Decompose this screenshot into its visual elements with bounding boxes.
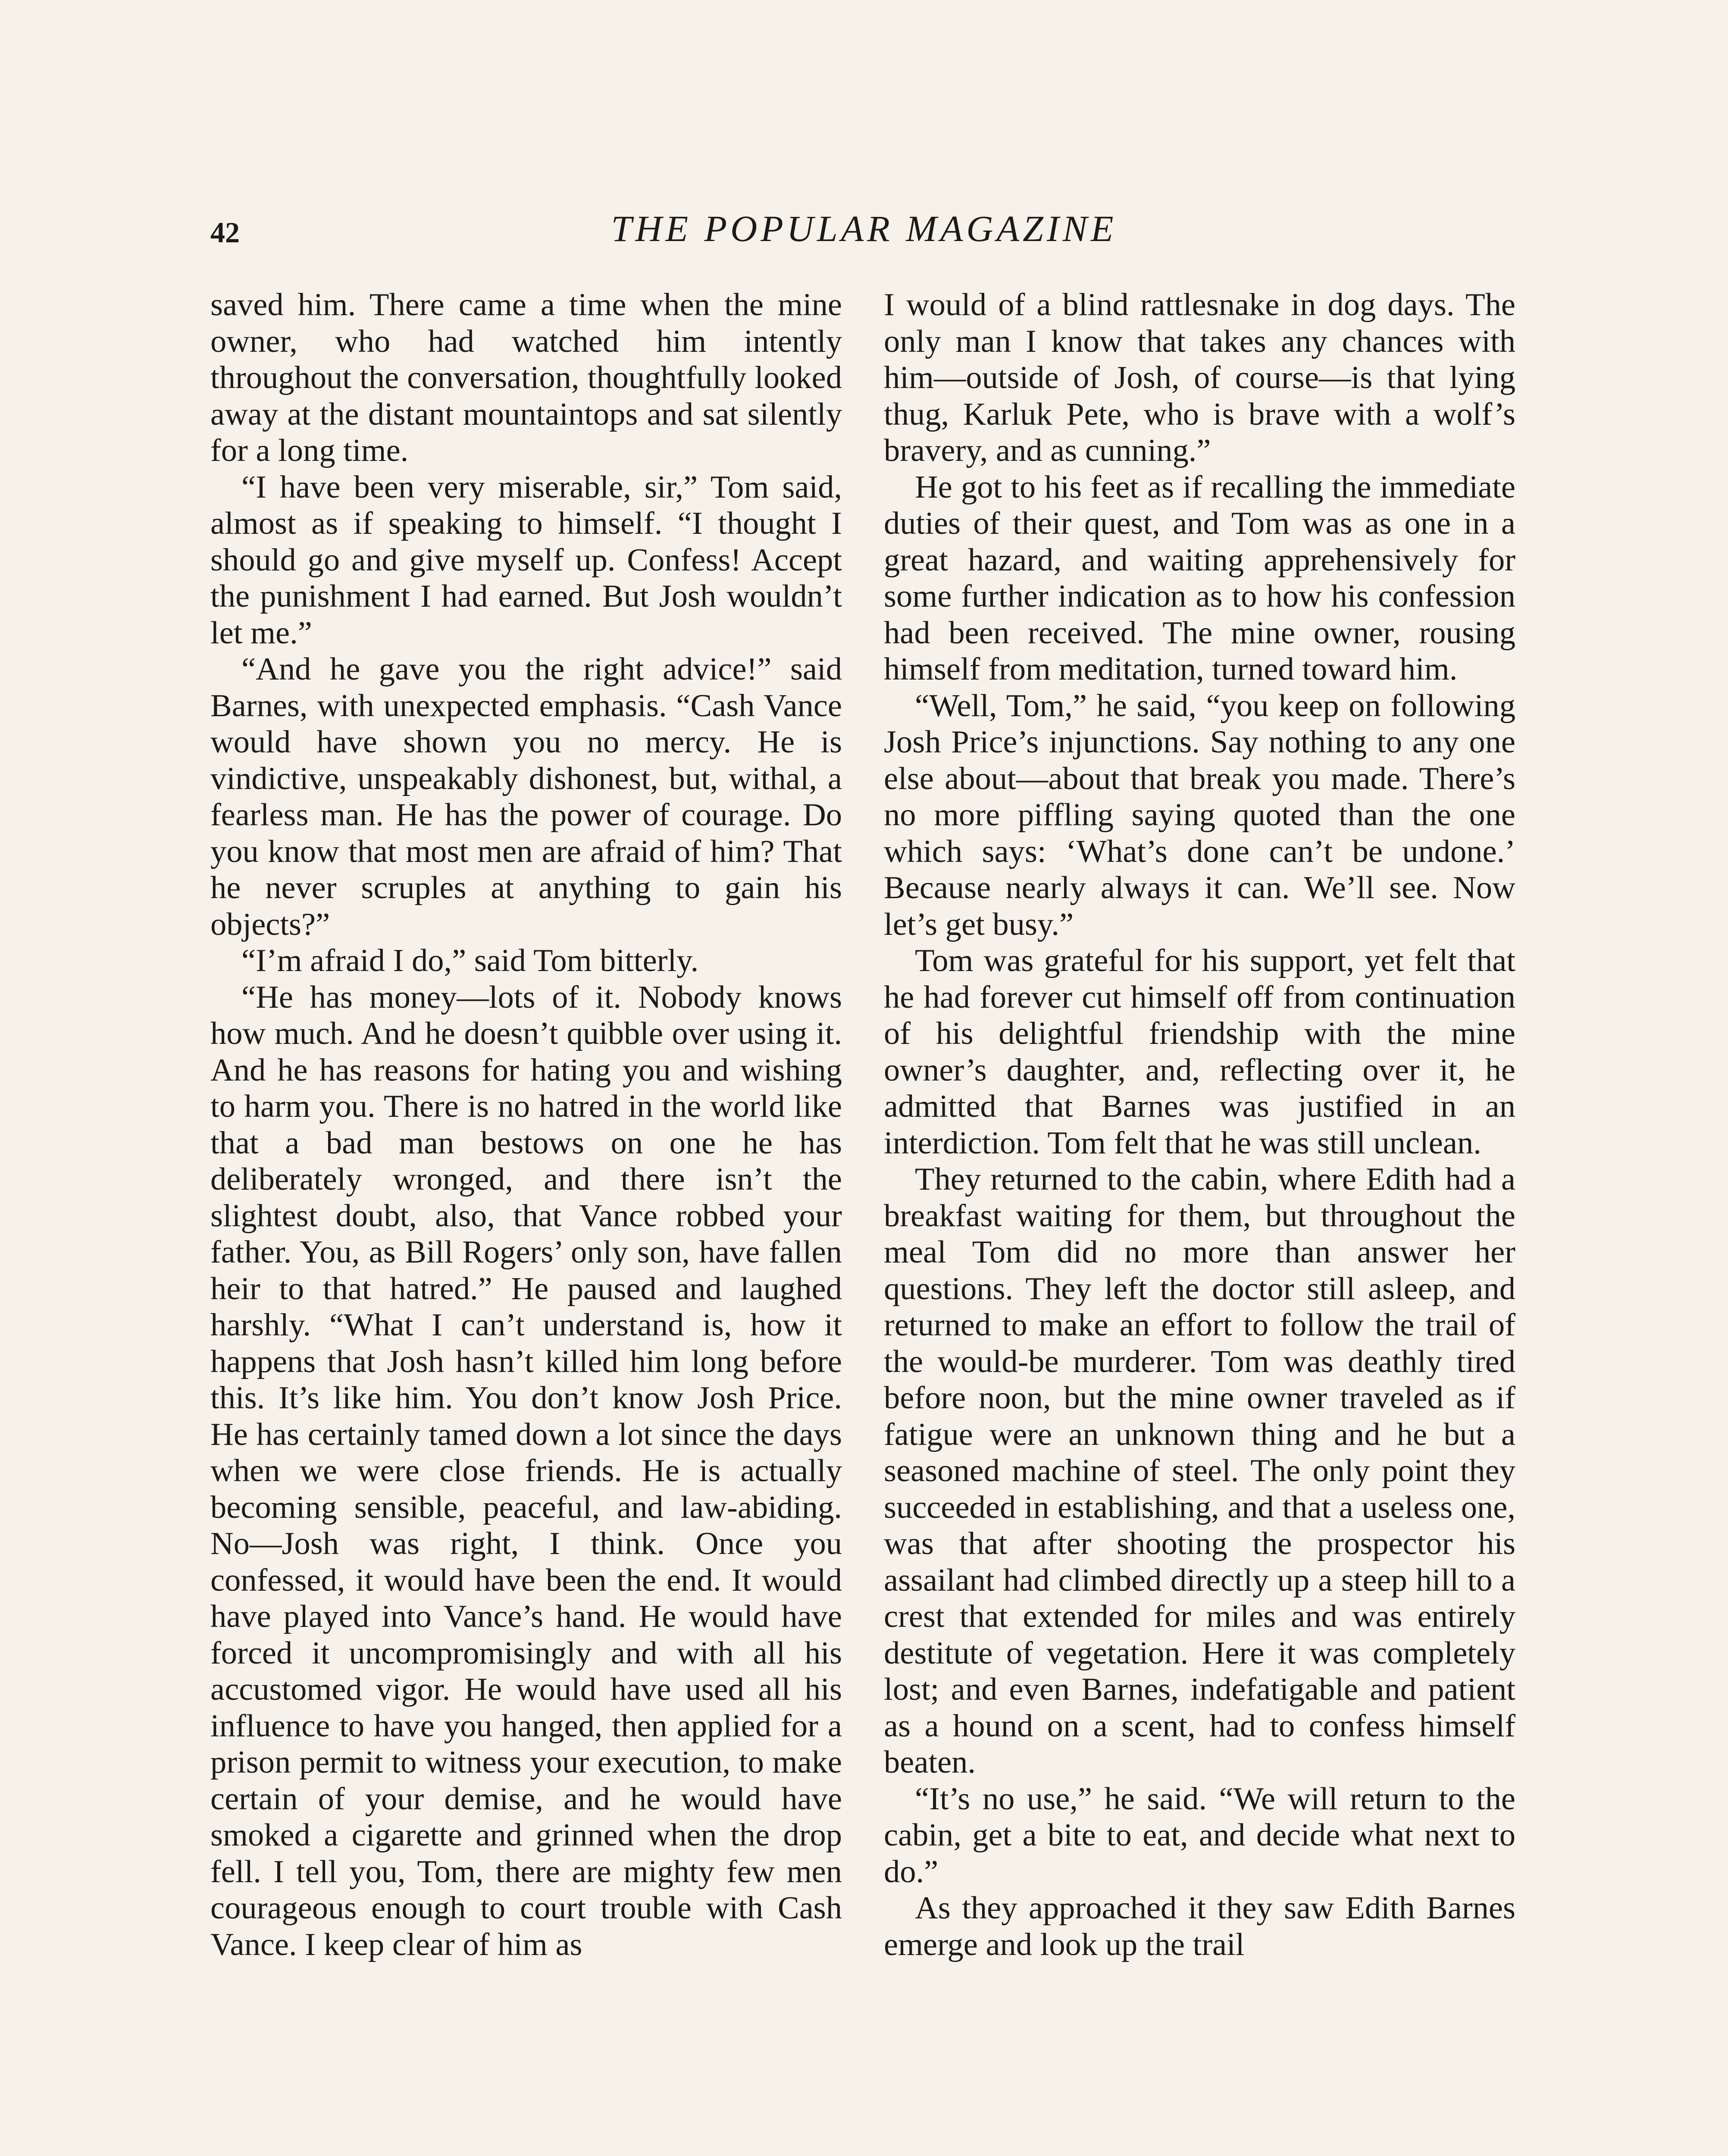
- paragraph: As they approached it they saw Edith Barnes emerge and look up the trail: [884, 1890, 1515, 1962]
- paragraph: “I’m afraid I do,” said Tom bitterly.: [241, 943, 699, 978]
- page-number: 42: [210, 216, 240, 249]
- paragraph: “I have been very miserable, sir,” Tom said, almost as if speaking to himself. “I thought I should go and give myself up. Confess! Accept the punishment I had earned. But Josh wouldn’t let me.”: [210, 469, 842, 651]
- paragraph: Tom was grateful for his support, yet felt that he had forever cut himself off from continuation of his delightful friendship with the mine owner’s daughter, and, reflecting over it, he admitted that Barnes was justified in an interdiction. Tom felt that he was still unclean.: [884, 943, 1515, 1161]
- paragraph: “Well, Tom,” he said, “you keep on following Josh Price’s injunctions. Say nothing to any one else about—about that break you made. There’s no more piffling saying quoted than the one which says: ‘What’s done can’t be undone.’ Because nearly always it can. We’ll see. Now let’s get busy.”: [884, 688, 1515, 942]
- paragraph: “And he gave you the right advice!” said Barnes, with unexpected emphasis. “Cash Vance would have shown you no mercy. He is vindictive, unspeakably dishonest, but, withal, a fearless man. He has the power of courage. Do you know that most men are afraid of him? That he never scruples at anything to gain his objects?”: [210, 652, 842, 942]
- paragraph: “He has money—lots of it. Nobody knows how much. And he doesn’t quibble over using it. And he has reasons for hating you and wishing to harm you. There is no hatred in the world like that a bad man bestows on one he has deliberately wronged, and there isn’t the slightest doubt, also, that Vance robbed your father. You, as Bill Rogers’ only son, have fallen heir to that hatred.” He paused and laughed harshly. “What I can’t understand is, how it happens that Josh hasn’t killed him long before this. It’s like him. You don’t know Josh Price. He has certainly tamed down a lot since the days when we were close friends. He is actually becoming sensible, peaceful, and law-abiding. No—Josh was right, I think. Once you confessed, it would have been the end. It would have played into Vance’s hand. He would have forced it uncompromisingly and with all his accustomed vigor. He would have used all his influence to have you hanged, then applied for a prison permit to witness your execution, to make certain of your demise, and he would have smoked a cigarette and grinned when the drop fell. I tell you, Tom, there are mighty few men courageous enough to court trouble with Cash Vance. I keep clear of him as: [210, 979, 842, 1962]
- paragraph: saved him. There came a time when the mine owner, who had watched him intently throughout the conversation, thoughtfully looked away at the distant mountaintops and sat silently for a long time.: [210, 287, 842, 468]
- running-head: THE POPULAR MAGAZINE: [611, 208, 1117, 249]
- paragraph: “It’s no use,” he said. “We will return to the cabin, get a bite to eat, and decide what next to do.”: [884, 1781, 1515, 1890]
- paragraph: I would of a blind rattlesnake in dog days. The only man I know that takes any chances with him—outside of Josh, of course—is that lying thug, Karluk Pete, who is brave with a wolf’s bravery, and as cunning.”: [884, 287, 1515, 468]
- left-column: [210, 287, 842, 1963]
- paragraph: He got to his feet as if recalling the immediate duties of their quest, and Tom was as one in a great hazard, and waiting apprehensively for some further indication as to how his confession had been received. The mine owner, rousing himself from meditation, turned toward him.: [884, 469, 1515, 687]
- paragraph: They returned to the cabin, where Edith had a breakfast waiting for them, but throughout the meal Tom did no more than answer her questions. They left the doctor still asleep, and returned to make an effort to follow the trail of the would-be murderer. Tom was deathly tired before noon, but the mine owner traveled as if fatigue were an unknown thing and he but a seasoned machine of steel. The only point they succeeded in establishing, and that a useless one, was that after shooting the prospector his assailant had climbed directly up a steep hill to a crest that extended for miles and was entirely destitute of vegetation. Here it was completely lost; and even Barnes, indefatigable and patient as a hound on a scent, had to confess himself beaten.: [884, 1162, 1515, 1780]
- right-column: [884, 287, 1515, 1963]
